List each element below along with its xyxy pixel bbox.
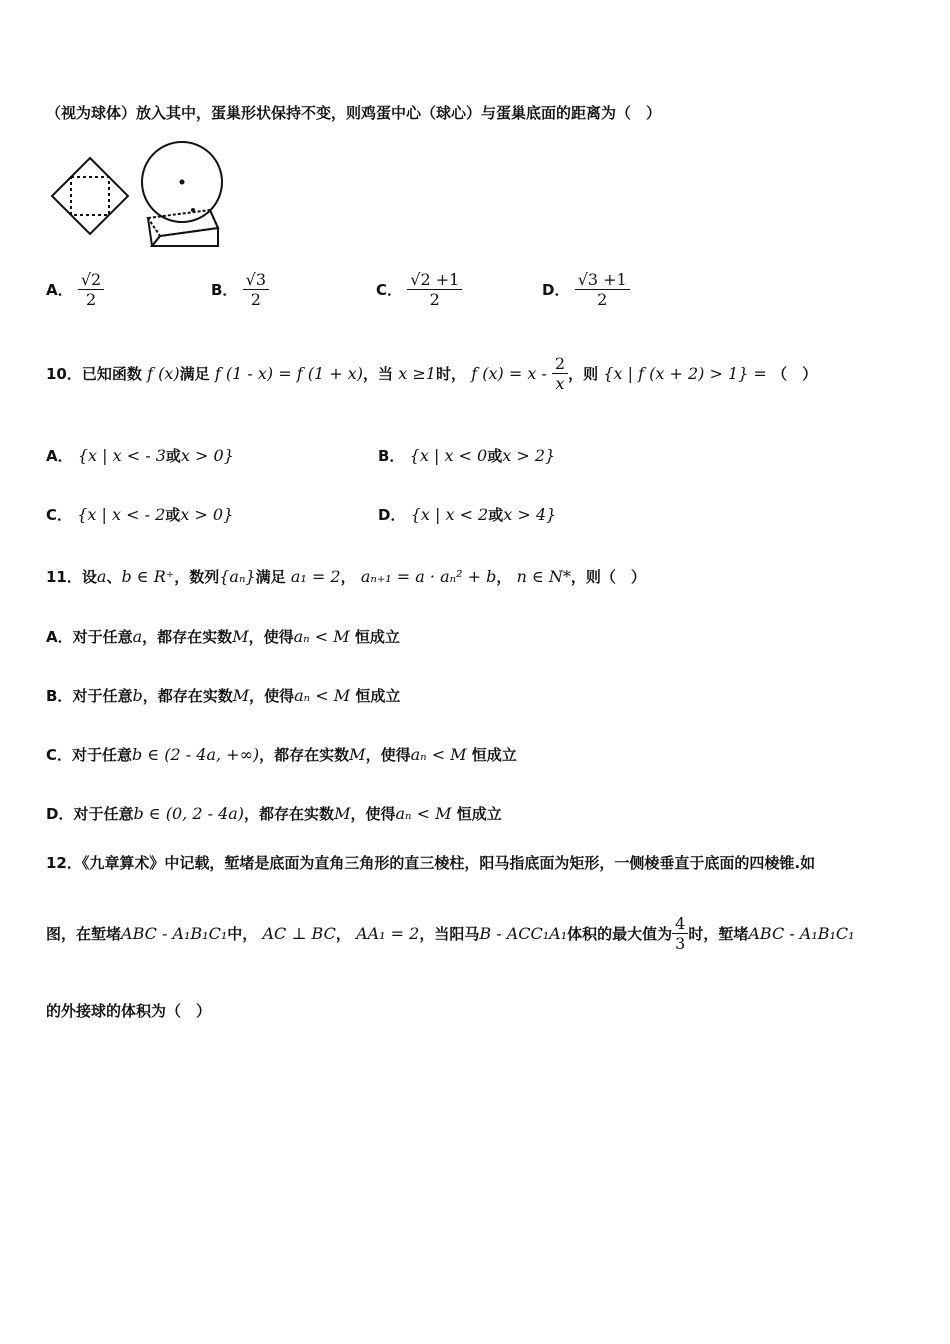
egg-nest-figure	[48, 138, 228, 256]
q10-option-c[interactable]: C． {x | x < - 2或x > 0}	[46, 505, 234, 524]
q11-stem: 11．设a、b ∈ R⁺，数列{aₙ}满足 a₁ = 2， aₙ₊₁ = a · aₙ² + b， n ∈ N*，则（ ）	[46, 567, 646, 586]
q10-option-a[interactable]: A． {x | x < - 3或x > 0}	[46, 446, 234, 465]
q12-line2: 图，在堑堵ABC - A₁B₁C₁中， AC ⊥ BC， AA₁ = 2，当阳马B - ACC₁A₁体积的最大值为 $\frac{4}{3}$ 时，堑堵ABC - A₁B₁C₁	[46, 914, 855, 953]
intro-line: （视为球体）放入其中，蛋巢形状保持不变，则鸡蛋中心（球心）与蛋巢底面的距离为（ ）	[46, 104, 662, 122]
q11-option-b[interactable]: B．对于任意b，都存在实数M，使得aₙ < M 恒成立	[46, 686, 401, 705]
q9-option-c[interactable]: C． $\frac{√2 +1}{2}$	[376, 270, 462, 309]
q11-option-d[interactable]: D．对于任意b ∈ (0, 2 - 4a)，都存在实数M，使得aₙ < M 恒成立	[46, 804, 502, 823]
q10-option-d[interactable]: D． {x | x < 2或x > 4}	[378, 505, 557, 524]
q11-option-c[interactable]: C．对于任意b ∈ (2 - 4a, +∞)，都存在实数M，使得aₙ < M 恒成立	[46, 745, 517, 764]
square-diamond-view	[52, 158, 128, 234]
q12-line1: 12．《九章算术》中记载，堑堵是底面为直角三角形的直三棱柱，阳马指底面为矩形，一侧棱垂直于底面的四棱锥.如	[46, 854, 816, 872]
inner-dotted-square	[71, 177, 109, 215]
q9-option-a[interactable]: A． $\frac{√2}{2}$	[46, 270, 104, 309]
q9-option-d[interactable]: D． $\frac{√3 +1}{2}$	[542, 270, 630, 309]
nest-base	[152, 228, 218, 246]
q9-option-b[interactable]: B． $\frac{√3}{2}$	[211, 270, 269, 309]
q10-option-b[interactable]: B． {x | x < 0或x > 2}	[378, 446, 556, 465]
q10-stem: 10．已知函数 f (x)满足 f (1 - x) = f (1 + x)，当 x ≥1时， f (x) = x - $\frac{2}{x}$ ，则 {x | f (x + 2) > 1} = （ ）	[46, 354, 818, 393]
q12-line3: 的外接球的体积为（ ）	[46, 1002, 212, 1020]
q11-option-a[interactable]: A．对于任意a，都存在实数M，使得aₙ < M 恒成立	[46, 627, 400, 646]
